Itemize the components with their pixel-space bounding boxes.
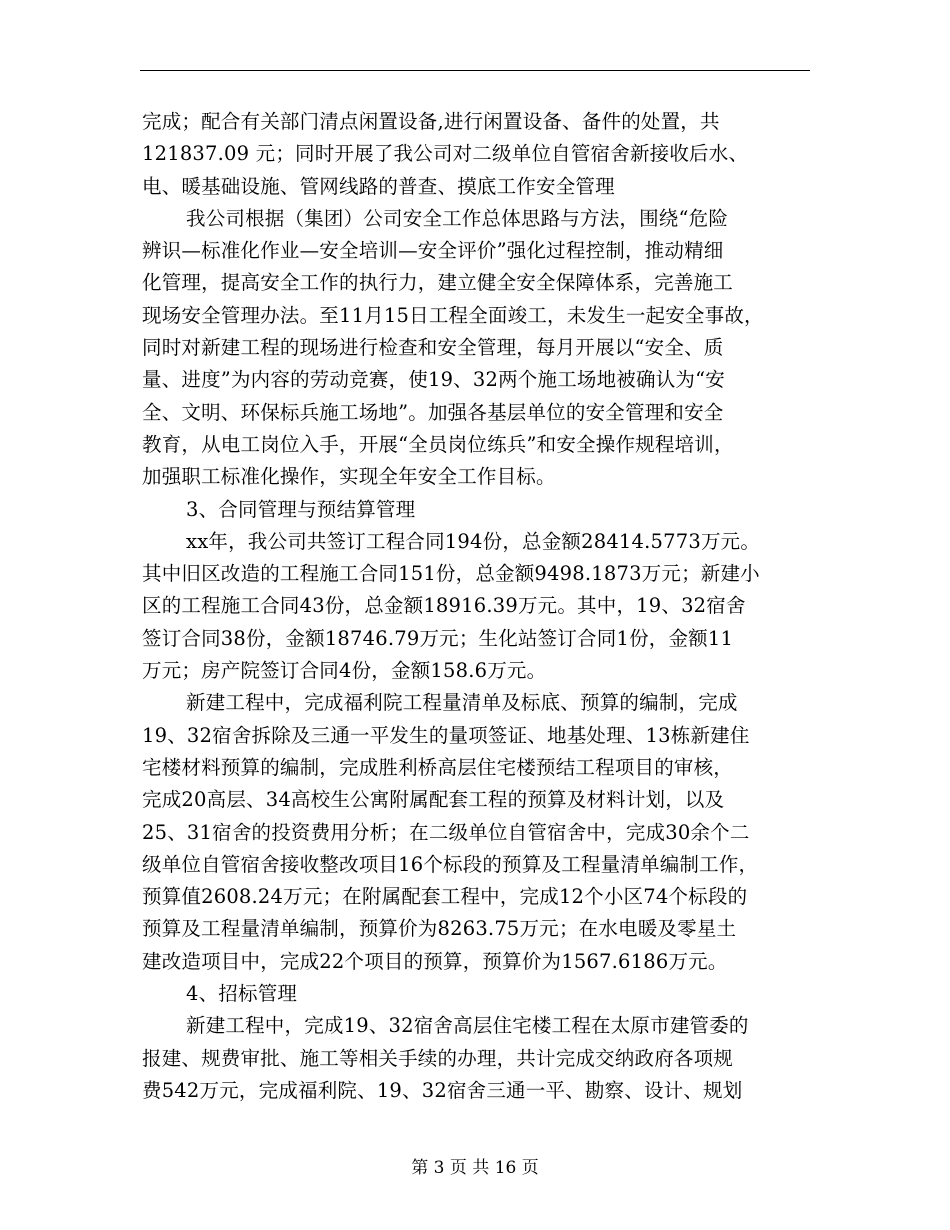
text-line: 建改造项目中，完成22个项目的预算，预算价为1567.6186万元。 (142, 949, 728, 973)
text-line: 电、暖基础设施、管网线路的普查、摸底工作安全管理 (142, 174, 615, 198)
text-line: 教育，从电工岗位入手，开展“全员岗位练兵”和安全操作规程培训， (142, 432, 734, 456)
paragraph-first-line: 3、合同管理与预结算管理 (186, 497, 416, 521)
text-line: 区的工程施工合同43份，总金额18916.39万元。其中，19、32宿舍 (142, 594, 746, 618)
paragraph-first-line: 新建工程中，完成19、32宿舍高层住宅楼工程在太原市建管委的 (186, 1014, 749, 1038)
document-body (142, 106, 826, 1107)
text-line: 其中旧区改造的工程施工合同151份，总金额9498.1873万元；新建小 (142, 562, 760, 586)
text-line: 19、32宿舍拆除及三通一平发生的量项签证、地基处理、13栋新建住 (142, 723, 750, 747)
text-line: 完成；配合有关部门清点闲置设备,进行闲置设备、备件的处置，共 (142, 110, 720, 133)
text-line: 现场安全管理办法。至11月15日工程全面竣工，未发生一起安全事故， (142, 303, 764, 327)
text-line: 化管理，提高安全工作的执行力，建立健全安全保障体系，完善施工 (142, 271, 734, 295)
text-line: 万元；房产院签订合同4份，金额158.6万元。 (142, 659, 547, 683)
paragraph-first-line: 新建工程中，完成福利院工程量清单及标底、预算的编制，完成 (186, 691, 738, 715)
paragraph-first-line: 4、招标管理 (186, 982, 298, 1006)
text-line: 辨识—标准化作业—安全培训—安全评价”强化过程控制，推动精细 (142, 239, 724, 263)
text-line: 量、进度”为内容的劳动竞赛，使19、32两个施工场地被确认为“安 (142, 368, 725, 392)
text-line: 121837.09 元；同时开展了我公司对二级单位自管宿舍新接收后水、 (142, 142, 749, 166)
text-line: 签订合同38份，金额18746.79万元；生化站签订合同1份，金额11 (142, 626, 734, 650)
paragraph-first-line: xx年，我公司共签订工程合同194份，总金额28414.5773万元。 (186, 529, 761, 553)
header-rule (140, 70, 810, 71)
text-line: 宅楼材料预算的编制，完成胜利桥高层住宅楼预结工程项目的审核， (142, 755, 734, 779)
text-line: 级单位自管宿舍接收整改项目16个标段的预算及工程量清单编制工作， (142, 852, 759, 876)
text-line: 25、31宿舍的投资费用分析；在二级单位自管宿舍中，完成30余个二 (142, 820, 750, 844)
text-line: 费542万元，完成福利院、19、32宿舍三通一平、勘察、设计、规划 (142, 1078, 743, 1102)
page-number-footer: 第 3 页 共 16 页 (411, 1158, 539, 1178)
paragraph-first-line: 我公司根据（集团）公司安全工作总体思路与方法，围绕“危险 (186, 206, 729, 230)
text-line: 同时对新建工程的现场进行检查和安全管理，每月开展以“安全、质 (142, 336, 724, 360)
text-line: 全、文明、环保标兵施工场地”。加强各基层单位的安全管理和安全 (142, 400, 724, 424)
text-line: 加强职工标准化操作，实现全年安全工作目标。 (142, 465, 556, 489)
text-line: 报建、规费审批、施工等相关手续的办理，共计完成交纳政府各项规 (142, 1046, 734, 1070)
text-line: 预算及工程量清单编制，预算价为8263.75万元；在水电暖及零星土 (142, 917, 737, 941)
text-line: 预算值2608.24万元；在附属配套工程中，完成12个小区74个标段的 (142, 885, 748, 909)
text-line: 完成20高层、34高校生公寓附属配套工程的预算及材料计划，以及 (142, 788, 725, 812)
